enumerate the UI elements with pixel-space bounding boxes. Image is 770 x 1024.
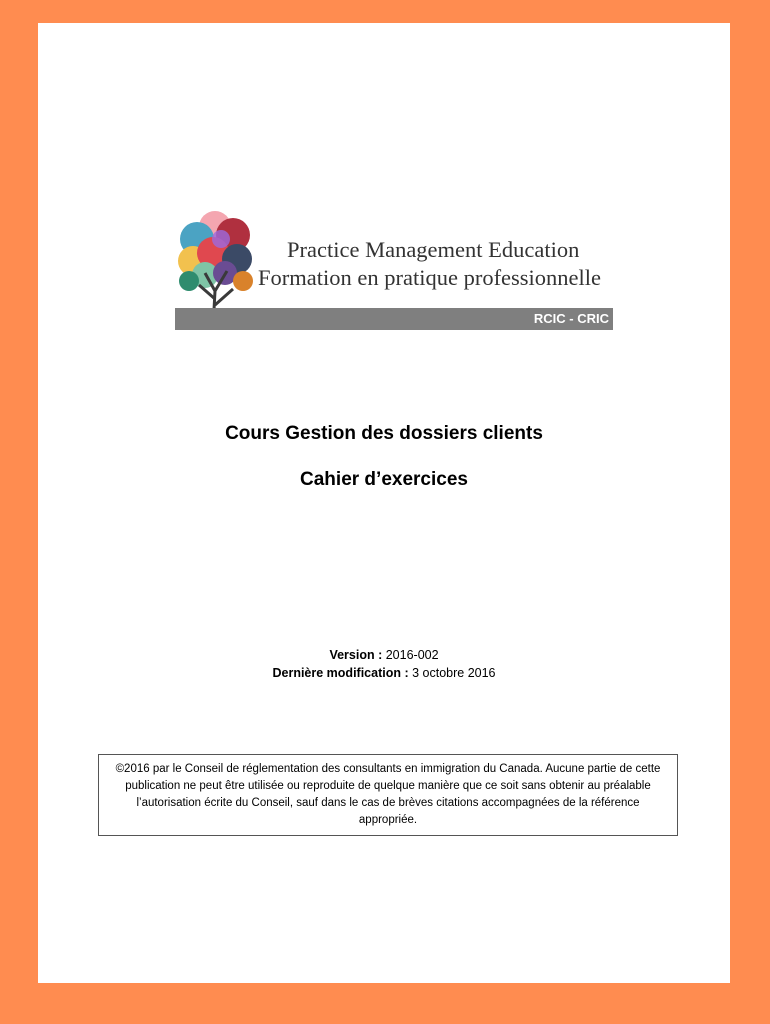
version-label: Version :: [329, 648, 383, 662]
version-line: [38, 648, 730, 662]
document-page: [38, 23, 730, 983]
modified-value: 3 octobre 2016: [412, 666, 496, 680]
logo: [175, 209, 613, 331]
logo-bar: [175, 308, 613, 330]
workbook-title: Cahier d’exercices: [300, 469, 468, 490]
logo-title-french: Formation en pratique professionnelle: [258, 265, 602, 290]
logo-bar-text: RCIC - CRIC: [533, 311, 609, 326]
version-value: 2016-002: [385, 648, 439, 662]
course-title: Cours Gestion des dossiers clients: [225, 423, 543, 444]
logo-title-english: Practice Management Education: [287, 237, 580, 262]
modified-line: [38, 666, 730, 680]
modified-label: Dernière modification :: [272, 666, 409, 680]
copyright-notice: ©2016 par le Conseil de réglementation des consultants en immigration du Canada. Aucune partie de cette publication ne peut être utilisée ou reproduite de quelque manière que ce soit sans obtenir au préalable l’autorisation écrite du Conseil, sauf dans le cas de brèves citations accompagnées de la référence appropriée.: [98, 754, 678, 836]
